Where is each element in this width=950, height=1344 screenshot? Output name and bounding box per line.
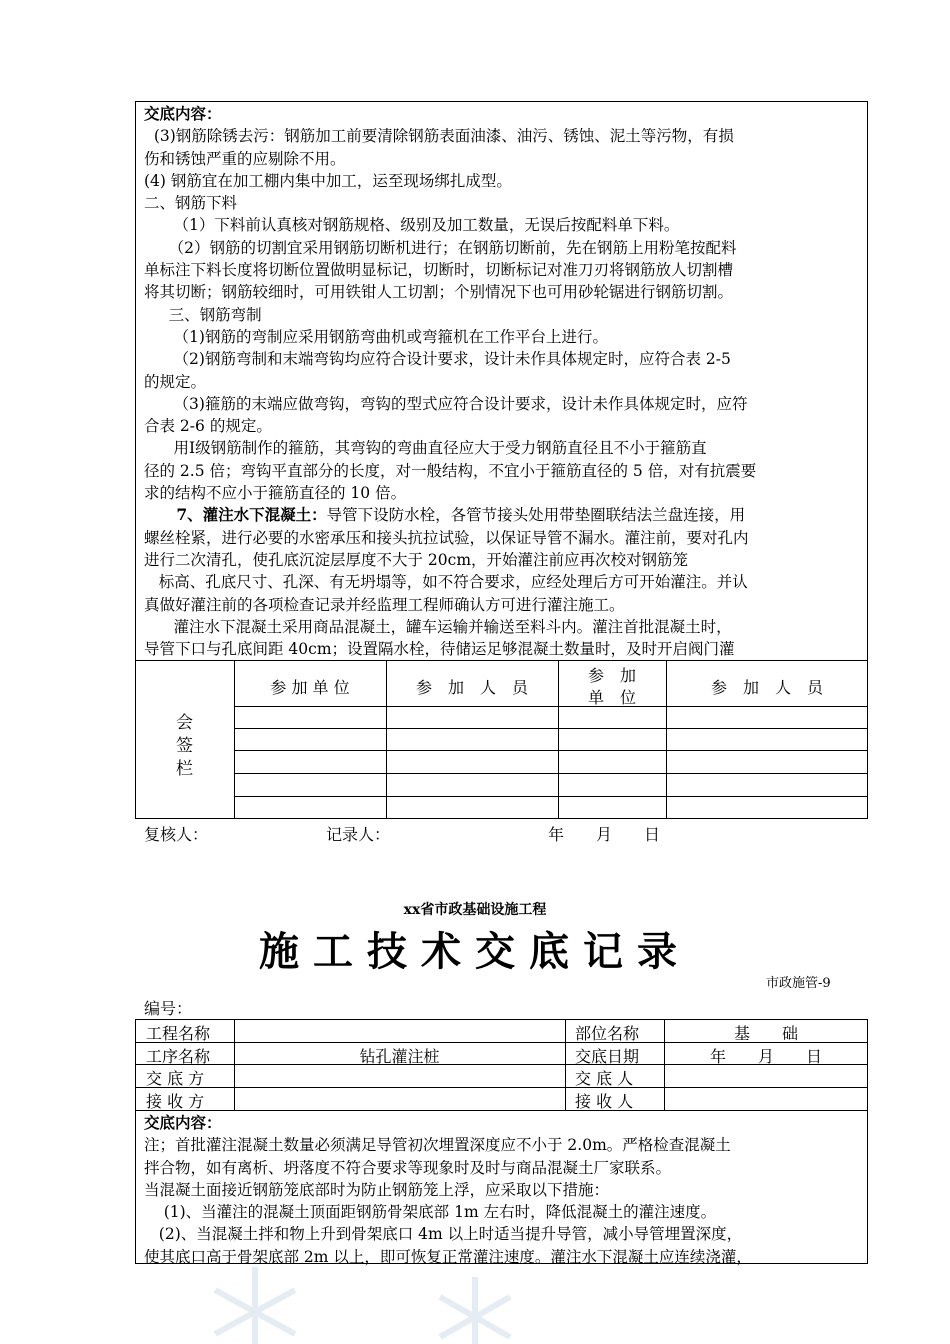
- content-line: 用Ⅰ级钢筋制作的箍筋，其弯钩的弯曲直径应大于受力钢筋直径且不小于箍筋直: [144, 439, 707, 458]
- info-row-line: [135, 1087, 868, 1088]
- reviewer-label: 复核人：: [144, 825, 209, 844]
- page1-section-header: 交底内容：: [144, 104, 222, 123]
- page2-small-title: xx省市政基础设施工程: [403, 902, 547, 918]
- project-name-label: 工程名称: [146, 1024, 211, 1043]
- content-line: (1)、当灌注的混凝土顶面距钢筋骨架底部 1m 左右时，降低混凝土的灌注速度。: [144, 1203, 717, 1222]
- content-line: 拌合物，如有离析、坍落度不符合要求等现象时及时与商品混凝土厂家联系。: [144, 1158, 672, 1177]
- watermark-snowflake-icon: [430, 1272, 520, 1344]
- briefing-party-label: 交 底 方: [146, 1069, 205, 1088]
- sign-label-char: 栏: [176, 759, 193, 779]
- page2-number-label: 编号：: [144, 999, 193, 1018]
- sign-header-people2: 参 加 人 员: [710, 678, 823, 697]
- content-line: （1)钢筋的弯制应采用钢筋弯曲机或弯箍机在工作平台上进行。: [144, 327, 608, 346]
- date-label: 年 月 日: [548, 825, 661, 844]
- page1-content: [144, 103, 862, 660]
- content-line: 单标注下料长度将切断位置做明显标记，切断时，切断标记对准刀刃将钢筋放人切割槽: [144, 261, 734, 280]
- sign-row-line: [234, 728, 868, 729]
- sign-label-char: 签: [176, 736, 193, 756]
- content-line: 二、钢筋下料: [144, 194, 238, 213]
- content-line: 伤和锈蚀严重的应剔除不用。: [144, 149, 346, 168]
- page2-section-header: 交底内容：: [144, 1113, 222, 1132]
- brief-date-label: 交底日期: [575, 1047, 640, 1066]
- content-line: 径的 2.5 倍；弯钩平直部分的长度，对一般结构，不宜小于箍筋直径的 5 倍，对有抗震要: [144, 461, 757, 480]
- content-line: 螺丝栓紧，进行必要的水密承压和接头抗拉试验，以保证导管不漏水。灌注前，要对孔内: [144, 528, 749, 547]
- sign-label-char: 会: [176, 713, 193, 733]
- content-line: (3)钢筋除锈去污：钢筋加工前要清除钢筋表面油漆、油污、锈蚀、泥土等污物，有损: [144, 127, 734, 146]
- receiver-label: 接 收 人: [575, 1092, 634, 1111]
- content-line: 将其切断；钢筋较细时，可用铁钳人工切割；个别情况下也可用砂轮锯进行钢筋切割。: [144, 283, 734, 302]
- content-line: 合表 2-6 的规定。: [144, 417, 272, 436]
- sign-row-line: [234, 706, 868, 707]
- sign-row-line: [234, 796, 868, 797]
- para7-title: 7、灌注水下混凝土：: [144, 505, 327, 525]
- info-row-line: [135, 1110, 868, 1111]
- content-line: 进行二次清孔，使孔底沉淀层厚度不大于 20cm，开始灌注前应再次校对钢筋笼: [144, 550, 689, 569]
- para7-first: 导管下设防水栓，各管节接头处用带垫圈联结法兰盘连接，用: [326, 506, 746, 525]
- content-line: 真做好灌注前的各项检查记录并经监理工程师确认方可进行灌注施工。: [144, 595, 625, 614]
- content-line: 三、钢筋弯制: [144, 305, 262, 324]
- content-line: 导管下口与孔底间距 40cm；设置隔水栓，待储运足够混凝土数量时，及时开启阀门灌: [144, 640, 735, 659]
- briefing-person-label: 交 底 人: [575, 1069, 634, 1088]
- sign-header-people: 参 加 人 员: [415, 678, 528, 697]
- content-line: （3)箍筋的末端应做弯钩，弯钩的型式应符合设计要求，设计未作具体规定时，应符: [144, 394, 748, 413]
- content-line-para7: [144, 504, 862, 526]
- content-line: 注；首批灌注混凝土数量必须满足导管初次埋置深度应不小于 2.0m。严格检查混凝土: [144, 1136, 731, 1155]
- page2-content: [144, 1112, 862, 1268]
- part-name-label: 部位名称: [575, 1024, 640, 1043]
- process-name-label: 工序名称: [146, 1047, 211, 1066]
- sign-header-unit2-line2: 单 位: [587, 688, 636, 707]
- content-line: (2)、当混凝土拌和物上升到骨架底口 4m 以上时适当提升导管，减小导管埋置深度，: [144, 1225, 743, 1244]
- content-line: 当混凝土面接近钢筋笼底部时为防止钢筋笼上浮，应采取以下措施：: [144, 1180, 610, 1199]
- info-col-divider: [565, 1019, 566, 1110]
- sign-header-unit: 参 加 单 位: [270, 678, 350, 697]
- content-line: （1）下料前认真核对钢筋规格、级别及加工数量，无误后按配料单下料。: [144, 216, 680, 235]
- process-name-value: 钻孔灌注桩: [359, 1047, 440, 1066]
- content-line: 使其底口高于骨架底部 2m 以上，即可恢复正常灌注速度。灌注水下混凝土应连续浇灌，: [144, 1247, 752, 1266]
- page2-code: 市政施管-9: [766, 976, 831, 991]
- content-line: 求的结构不应小于箍筋直径的 10 倍。: [144, 484, 407, 503]
- content-line: （2)钢筋弯制和末端弯钩均应符合设计要求，设计未作具体规定时，应符合表 2-5: [144, 350, 731, 369]
- page2-big-title: 施工技术交底记录: [259, 928, 691, 975]
- sign-header-unit2-line1: 参 加: [587, 666, 636, 685]
- receiving-party-label: 接 收 方: [146, 1092, 205, 1111]
- brief-date-value: 年 月 日: [709, 1047, 822, 1066]
- sign-row-line: [234, 773, 868, 774]
- content-line: 标高、孔底尺寸、孔深、有无坍塌等，如不符合要求，应经处理后方可开始灌注。并认: [144, 573, 748, 592]
- part-name-value: 基 础: [733, 1024, 798, 1043]
- sign-row-line: [234, 750, 868, 751]
- content-line: （2）钢筋的切割宜采用钢筋切断机进行；在钢筋切断前，先在钢筋上用粉笔按配料: [144, 238, 737, 257]
- watermark-snowflake-icon: [200, 1262, 310, 1344]
- content-line: 灌注水下混凝土采用商品混凝土，罐车运输并输送至料斗内。灌注首批混凝土时，: [144, 617, 732, 636]
- content-line: (4) 钢筋宜在加工棚内集中加工，运至现场绑扎成型。: [144, 171, 512, 190]
- content-line: 的规定。: [144, 372, 207, 391]
- recorder-label: 记录人：: [326, 825, 391, 844]
